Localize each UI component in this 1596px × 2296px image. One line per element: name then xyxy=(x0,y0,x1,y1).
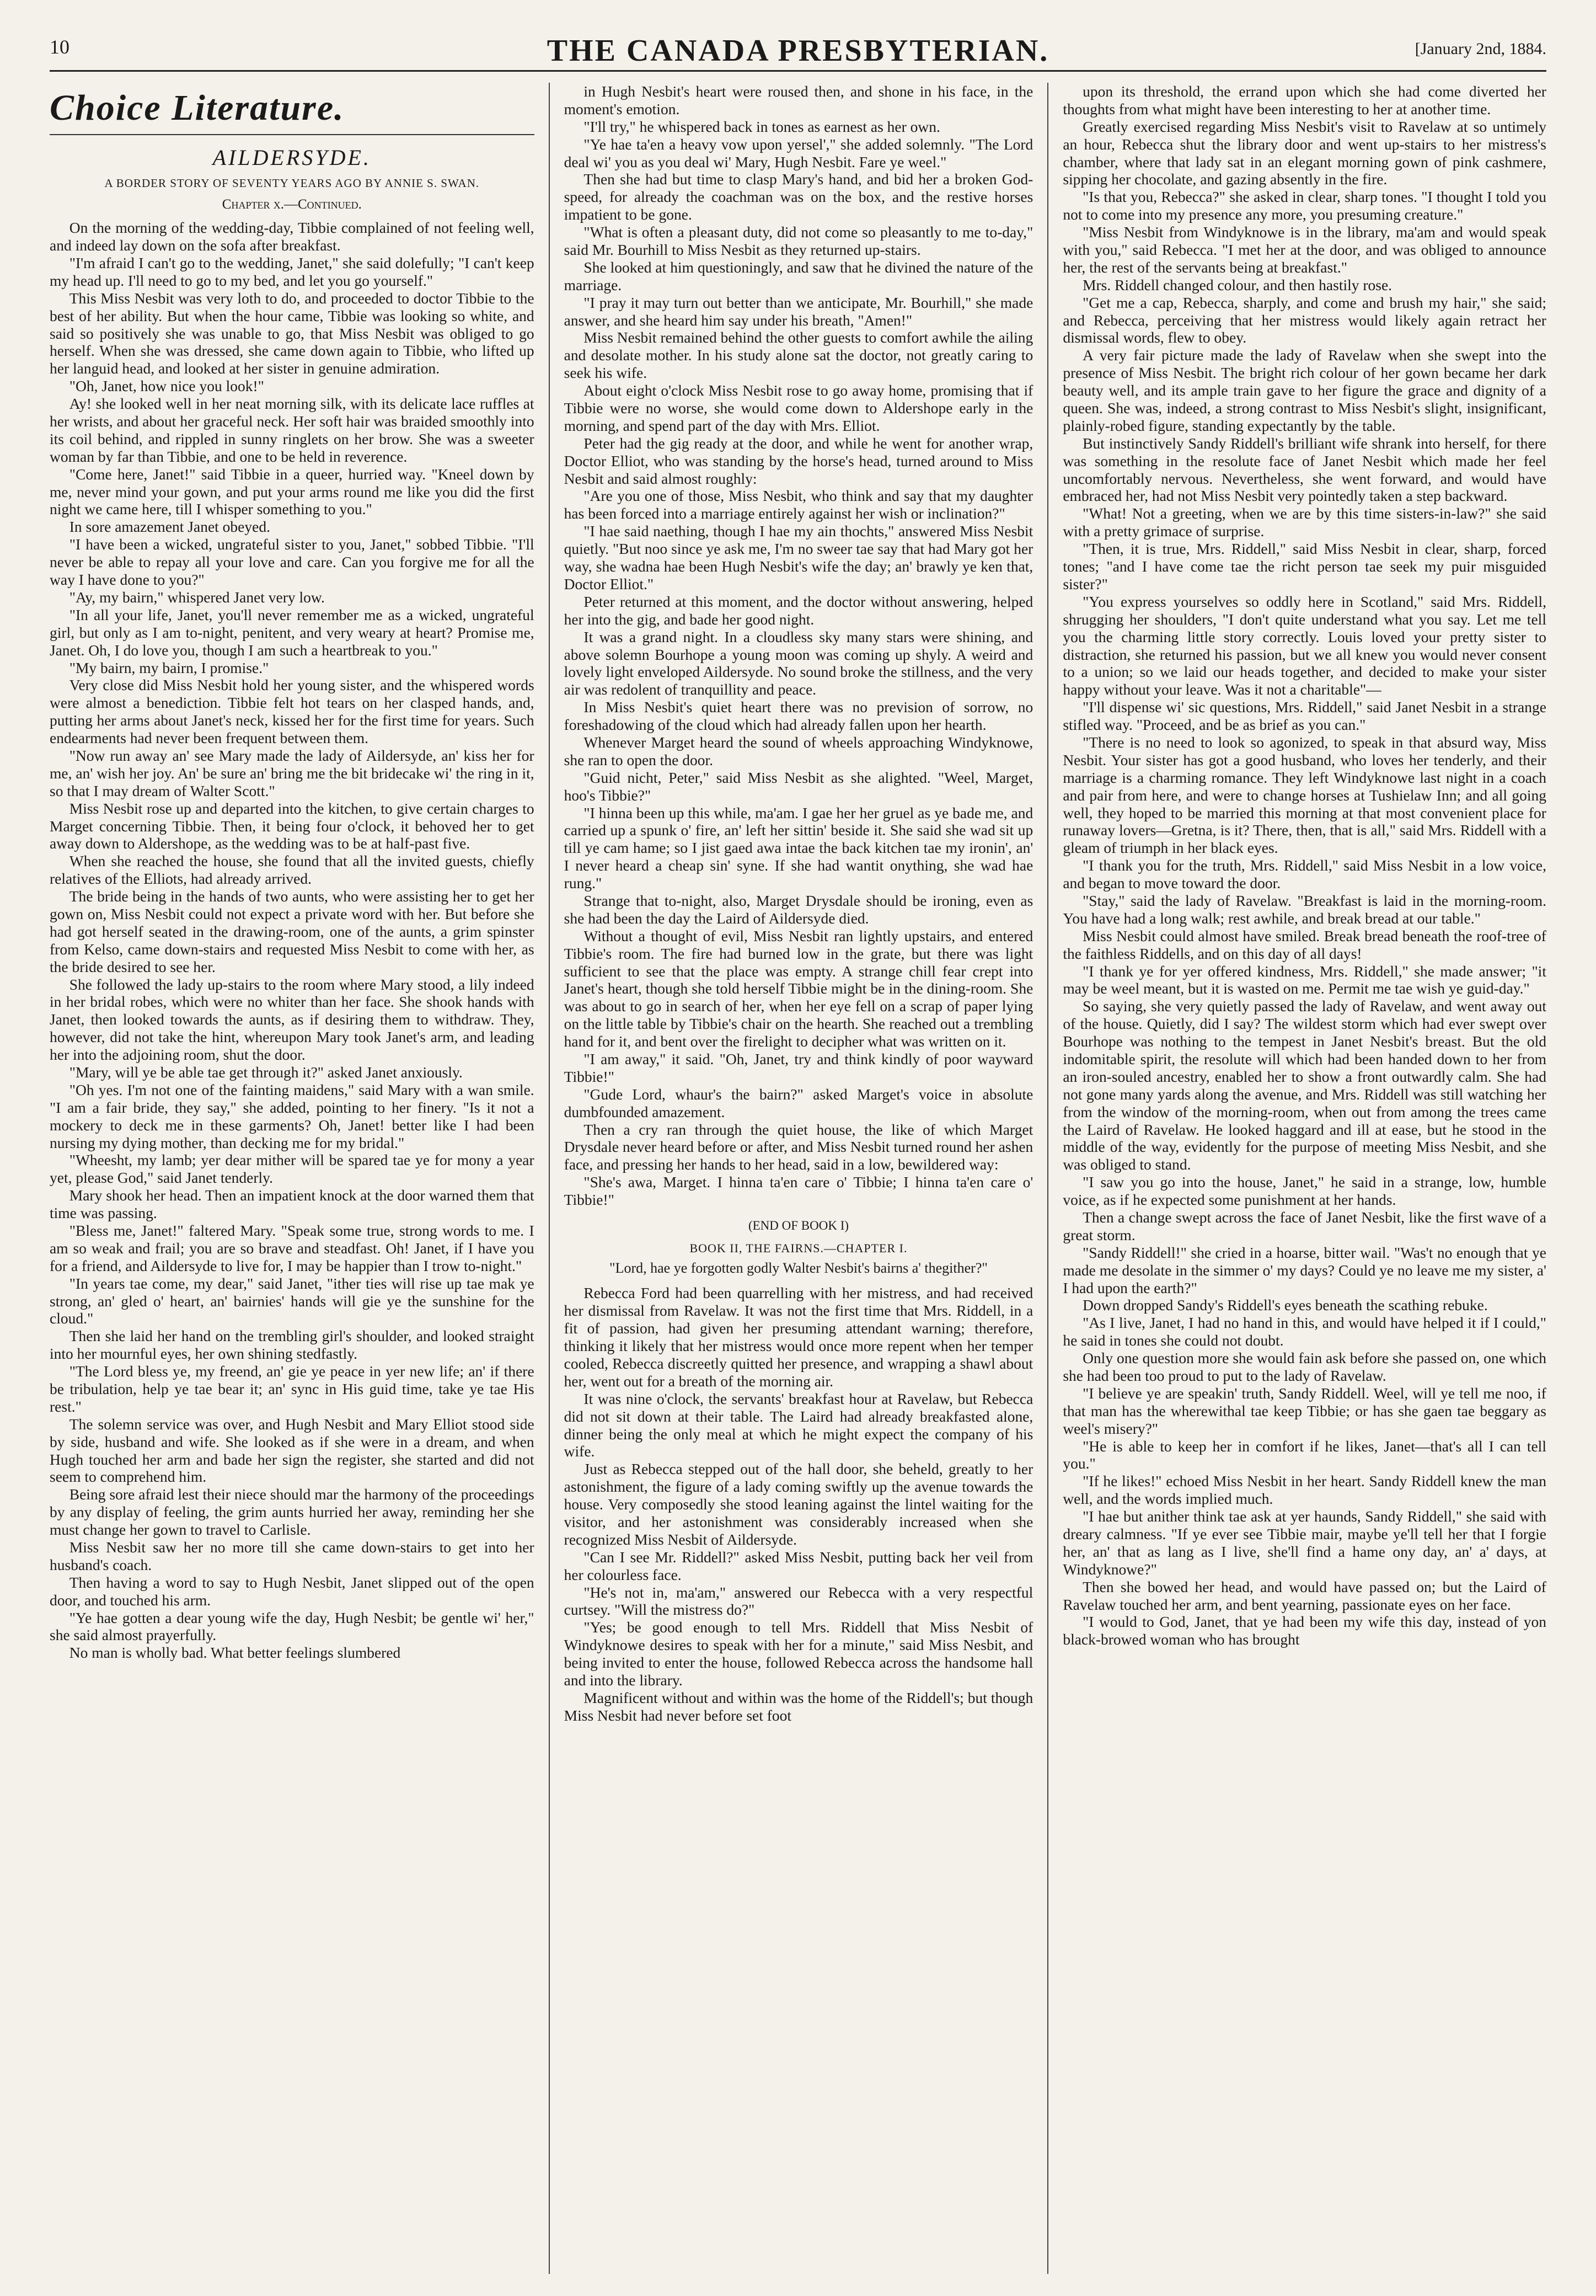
paragraph: "Can I see Mr. Riddell?" asked Miss Nesbit, putting back her veil from her colourless face. xyxy=(564,1548,1033,1583)
paragraph: "Wheesht, my lamb; yer dear mither will be spared tae ye for mony a year yet, please God," said Janet tenderly. xyxy=(50,1151,534,1187)
paragraph: Mrs. Riddell changed colour, and then hastily rose. xyxy=(1083,276,1393,293)
department-title: Choice Literature. xyxy=(50,87,534,135)
book-two-heading: BOOK II, THE FAIRNS.—CHAPTER I. xyxy=(689,1241,908,1255)
paragraph: "Get me a cap, Rebecca, sharply, and come and brush my hair," she said; and Rebecca, perceiving that her mistress would likely again retract her dismissal words, flew to obey. xyxy=(1063,293,1546,346)
paragraph: "He is able to keep her in comfort if he likes, Janet—that's all I can tell you." xyxy=(1063,1437,1546,1472)
column-1 xyxy=(50,83,549,2274)
paragraph: "Is that you, Rebecca?" she asked in clear, sharp tones. "I thought I told you not to come into my presence any more, you presuming creature." xyxy=(1063,188,1546,223)
epigraph: "Lord, hae ye forgotten godly Walter Nesbit's bairns a' thegither?" xyxy=(609,1260,988,1277)
end-of-book-marker: (END OF BOOK I) xyxy=(748,1219,849,1232)
paragraph: No man is wholly bad. What better feelings slumbered xyxy=(69,1644,401,1662)
paragraph: The bride being in the hands of two aunts, who were assisting her to get her gown on, Miss Nesbit could not expect a private word with her. But before she had got herself seated in the drawing-room, one of the aunts, a grim spinster from Kelso, came down-stairs and requested Miss Nesbit to come with her, as the bride desired to see her. xyxy=(50,888,534,975)
paragraph: Then she had but time to clasp Mary's hand, and bid her a broken God-speed, for already the coachman was on the box, and the restive horses impatient to be gone. xyxy=(564,170,1033,223)
paragraph: Being sore afraid lest their niece should mar the harmony of the proceedings by any display of feeling, the grim aunts hurried her away, reminding her she must change her gown to travel to Carlisle. xyxy=(50,1486,534,1539)
paragraph: Strange that to-night, also, Marget Drysdale should be ironing, even as she had been the day the Laird of Aildersyde died. xyxy=(564,891,1033,927)
paragraph: "What! Not a greeting, when we are by this time sisters-in-law?" she said with a pretty grimace of surprise. xyxy=(1063,505,1546,540)
paragraph: Mary shook her head. Then an impatient knock at the door warned them that time was passing. xyxy=(50,1187,534,1222)
paragraph: "I'll dispense wi' sic questions, Mrs. Riddell," said Janet Nesbit in a strange stifled way. "Proceed, and be as brief as you can." xyxy=(1063,698,1546,734)
paragraph: Miss Nesbit saw her no more till she came down-stairs to get into her husband's coach. xyxy=(50,1539,534,1573)
chapter-heading: Chapter x.—Continued. xyxy=(222,197,362,212)
paragraph: This Miss Nesbit was very loth to do, and proceeded to doctor Tibbie to the best of her ability. But when the hour came, Tibbie was looking so white, and said so positively she was unable to go, that Miss Nesbit was obliged to go herself. When she was dressed, she came down again to Tibbie, who lifted up her languid head, and looked at her sister in genuine admiration. xyxy=(50,289,534,377)
paragraph: Then a cry ran through the quiet house, the like of which Marget Drysdale never heard before or after, and Miss Nesbit turned round her ashen face, and pressing her hands to her head, said in a low, bewildered way: xyxy=(564,1120,1033,1173)
paragraph: "I'm afraid I can't go to the wedding, Janet," she said dolefully; "I can't keep my head up. I'll need to go to my bed, and let you go yourself." xyxy=(50,254,534,289)
paragraph: Then having a word to say to Hugh Nesbit, Janet slipped out of the open door, and touched his arm. xyxy=(50,1573,534,1609)
paragraph: "Come here, Janet!" said Tibbie in a queer, hurried way. "Kneel down by me, never mind your gown, and put your arms round me like you did the first night we came here, till I whisper something to you." xyxy=(50,465,534,518)
paragraph: She followed the lady up-stairs to the room where Mary stood, a lily indeed in her bridal robes, which were no whiter than her face. She shook hands with Janet, then looked towards the aunts, as if desiring them to withdraw. They, however, did not take the hint, whereupon Mary took Janet's arm, and leading her into the adjoining room, shut the door. xyxy=(50,975,534,1064)
paragraph: "Gude Lord, whaur's the bairn?" asked Marget's voice in absolute dumbfounded amazement. xyxy=(564,1085,1033,1120)
paragraph: "I hae said naething, though I hae my ain thochts," answered Miss Nesbit quietly. "But noo since ye ask me, I'm no sweer tae say that had Mary got her way, she wadna hae been Hugh Nesbit's wife the day; an' brawly ye ken that, Doctor Elliot." xyxy=(564,522,1033,592)
paragraph: "Oh yes. I'm not one of the fainting maidens," said Mary with a wan smile. "I am a fair bride, they say," she added, pointing to her finery. "Is it not a mockery to deck me in these garments? Oh, Janet! better like I had been nursing my dying mother, than decking me for my bridal." xyxy=(50,1081,534,1151)
paragraph: "Miss Nesbit from Windyknowe is in the library, ma'am and would speak with you," said Rebecca. "I met her at the door, and was obliged to announce her, the rest of the servants being at breakfast." xyxy=(1063,223,1546,276)
paragraph: "Bless me, Janet!" faltered Mary. "Speak some true, strong words to me. I am so weak and frail; you are so brave and steadfast. Oh! Janet, if I have you for a friend, and Aildersyde to live for, I may be happier than I trow to-night." xyxy=(50,1222,534,1274)
paragraph: "I saw you go into the house, Janet," he said in a strange, low, humble voice, as if he expected some punishment at her hands. xyxy=(1063,1173,1546,1209)
paragraph: "What is often a pleasant duty, did not come so pleasantly to me to-day," said Mr. Bourhill to Miss Nesbit as they returned up-stairs. xyxy=(564,223,1033,259)
paragraph: "I pray it may turn out better than we anticipate, Mr. Bourhill," she made answer, and she heard him say under his breath, "Amen!" xyxy=(564,293,1033,329)
column-3 xyxy=(1047,83,1546,2274)
column-2-body-a xyxy=(564,83,1033,1209)
column-2 xyxy=(549,83,1048,2274)
paragraph: "I thank ye for yer offered kindness, Mrs. Riddell," she made answer; "it may be weel meant, but it is wasted on me. Permit me tae wish ye guid-day." xyxy=(1063,962,1546,997)
masthead: THE CANADA PRESBYTERIAN. xyxy=(547,34,1049,68)
paragraph: "You express yourselves so oddly here in Scotland," said Mrs. Riddell, shrugging her shoulders, "I don't quite understand what you say. Let me tell you the charming little story correctly. Louis loved your pretty sister to distraction, she returned his passion, but we all knew you would never consent to a union; so we laid our heads together, and decided to make your sister happy without your leave. Was it not a charitable"— xyxy=(1063,592,1546,698)
paragraph: in Hugh Nesbit's heart were roused then, and shone in his face, in the moment's emotion. xyxy=(564,83,1033,118)
paragraph: "I hinna been up this while, ma'am. I gae her her gruel as ye bade me, and carried up a spunk o' fire, an' left her sittin' beside it. She said she wad sit up till ye cam hame; so I jist gaed awa intae the back kitchen tae my ironin', an' I never heard a cheap sin' syne. If she had wantit onything, she wad hae rung." xyxy=(564,804,1033,892)
paragraph: Down dropped Sandy's Riddell's eyes beneath the scathing rebuke. xyxy=(1083,1296,1488,1314)
paragraph: "I thank you for the truth, Mrs. Riddell," said Miss Nesbit in a low voice, and began to move toward the door. xyxy=(1063,857,1546,892)
paragraph: "He's not in, ma'am," answered our Rebecca with a very respectful curtsey. "Will the mistress do?" xyxy=(564,1583,1033,1619)
paragraph: "There is no need to look so agonized, to speak in that absurd way, Miss Nesbit. Your sister has got a good husband, who loves her tenderly, and their marriage is a charming romance. They left Windyknowe last night in a coach and pair from here, and were to change horses at Tushielaw Inn; and all going well, they hoped to be married this morning at that most convenient place for runaway lovers—Gretna, is it? There, then, that is all," said Mrs. Riddell with a gleam of triumph in her black eyes. xyxy=(1063,733,1546,857)
paragraph: "Ay, my bairn," whispered Janet very low. xyxy=(69,588,325,606)
paragraph: "I believe ye are speakin' truth, Sandy Riddell. Weel, will ye tell me noo, if that man has the wherewithal tae keep Tibbie; or has she gaen tae beggary as weel's misery?" xyxy=(1063,1384,1546,1437)
paragraph: "Mary, will ye be able tae get through it?" asked Janet anxiously. xyxy=(69,1063,463,1081)
paragraph: "The Lord bless ye, my freend, an' gie ye peace in yer new life; an' if there be tribulation, help ye tae bear it; an' sync in His guid time, take ye tae His rest." xyxy=(50,1363,534,1415)
paragraph: But instinctively Sandy Riddell's brilliant wife shrank into herself, for there was something in the resolute face of Janet Nesbit which made her feel uncomfortably nervous. Nevertheless, she went forward, and would have embraced her, had not Miss Nesbit very pointedly taken a step backward. xyxy=(1063,434,1546,505)
paragraph: It was nine o'clock, the servants' breakfast hour at Ravelaw, but Rebecca did not sit down at their table. The Laird had already breakfasted alone, dinner being the only meal at which he might expect the company of his wife. xyxy=(564,1390,1033,1460)
paragraph: "Now run away an' see Mary made the lady of Aildersyde, an' kiss her for me, an' wish her joy. An' be sure an' bring me the bit bridecake wi' the ring in it, so that I may dream of Walter Scott." xyxy=(50,746,534,799)
paragraph: "Guid nicht, Peter," said Miss Nesbit as she alighted. "Weel, Marget, hoo's Tibbie?" xyxy=(564,768,1033,804)
paragraph: Just as Rebecca stepped out of the hall door, she beheld, greatly to her astonishment, the figure of a lady coming swiftly up the avenue towards the house. Very composedly she stood leaning against the lintel waiting for the visitor, and her astonishment was considerably increased when she recognized Miss Nesbit of Aildersyde. xyxy=(564,1460,1033,1548)
column-1-body xyxy=(50,219,534,1662)
paragraph: Miss Nesbit rose up and departed into the kitchen, to give certain charges to Marget concerning Tibbie. Then, it being four o'clock, it behoved her to get away down to Aldershope, as the wedding was to be at half-past five. xyxy=(50,799,534,852)
paragraph: On the morning of the wedding-day, Tibbie complained of not feeling well, and indeed lay down on the sofa after breakfast. xyxy=(50,219,534,254)
paragraph: upon its threshold, the errand upon which she had come diverted her thoughts from what might have been interesting to her at another time. xyxy=(1063,83,1546,118)
paragraph: Magnificent without and within was the home of the Riddell's; but though Miss Nesbit had never before set foot xyxy=(564,1689,1033,1724)
paragraph: "Ye hae ta'en a heavy vow upon yersel'," she added solemnly. "The Lord deal wi' you as you deal wi' Mary, Hugh Nesbit. Fare ye weel." xyxy=(564,135,1033,170)
paragraph: "Then, it is true, Mrs. Riddell," said Miss Nesbit in clear, sharp, forced tones; "and I have come tae the richt person tae seek my puir misguided sister?" xyxy=(1063,540,1546,592)
paragraph: It was a grand night. In a cloudless sky many stars were shining, and above solemn Bourhope a young moon was coming up shyly. A weird and lovely light enveloped Aildersyde. No sound broke the stillness, and the very air was redolent of tranquillity and peace. xyxy=(564,628,1033,698)
paragraph: A very fair picture made the lady of Ravelaw when she swept into the presence of Miss Nesbit. The bright rich colour of her gown became her dark beauty well, and its ample train gave to her figure the grace and dignity of a queen. She was, indeed, a strong contrast to Miss Nesbit's slight, insignificant, plainly-robed figure, standing expectantly by the table. xyxy=(1063,346,1546,434)
paragraph: "My bairn, my bairn, I promise." xyxy=(69,659,269,676)
paragraph: She looked at him questioningly, and saw that he divined the nature of the marriage. xyxy=(564,258,1033,293)
paragraph: Only one question more she would fain ask before she passed on, one which she had been too proud to put to the lady of Ravelaw. xyxy=(1063,1349,1546,1385)
paragraph: In sore amazement Janet obeyed. xyxy=(69,518,270,536)
paragraph: Ay! she looked well in her neat morning silk, with its delicate lace ruffles at her wrists, and about her graceful neck. Her soft hair was braided smoothly into its coil behind, and rippled in sunny ringlets on her brow. She was a sweeter woman by far than Tibbie, and one to be held in reverence. xyxy=(50,395,534,465)
paragraph: "I have been a wicked, ungrateful sister to you, Janet," sobbed Tibbie. "I'll never be able to repay all your love and care. Can you forgive me for all the way I have done to you?" xyxy=(50,536,534,589)
paragraph: "As I live, Janet, I had no hand in this, and would have helped it if I could," he said in tones she could not doubt. xyxy=(1063,1314,1546,1349)
paragraph: When she reached the house, she found that all the invited guests, chiefly relatives of the Elliots, had already arrived. xyxy=(50,852,534,888)
paragraph: "Stay," said the lady of Ravelaw. "Breakfast is laid in the morning-room. You have had a long walk; rest awhile, and break bread at our table." xyxy=(1063,891,1546,927)
paragraph: "If he likes!" echoed Miss Nesbit in her heart. Sandy Riddell knew the man well, and the words implied much. xyxy=(1063,1472,1546,1508)
paragraph: "In years tae come, my dear," said Janet, "ither ties will rise up tae mak ye strong, an' gled o' heart, an' bairnies' hands will gie ye the sunshine for the cloud." xyxy=(50,1274,534,1327)
paragraph: "Sandy Riddell!" she cried in a hoarse, bitter wail. "Was't no enough that ye made me desolate in the simmer o' my days? Could ye no leave me my sister, a' I had upon the earth?" xyxy=(1063,1243,1546,1296)
paragraph: Then a change swept across the face of Janet Nesbit, like the first wave of a great storm. xyxy=(1063,1209,1546,1243)
paragraph: "Yes; be good enough to tell Mrs. Riddell that Miss Nesbit of Windyknowe desires to speak with her for a minute," said Miss Nesbit, and being invited to enter the house, followed Rebecca across the handsome hall and into the library. xyxy=(564,1619,1033,1689)
paragraph: Rebecca Ford had been quarrelling with her mistress, and had received her dismissal from Ravelaw. It was not the first time that Mrs. Riddell, in a fit of passion, had given her presuming attendant warning; therefore, thinking it likely that her mistress would once more repent when her temper cooled, Rebecca discreetly quitted her presence, and wrapping a shawl about her, went out for a breath of the morning air. xyxy=(564,1284,1033,1390)
paragraph: Whenever Marget heard the sound of wheels approaching Windyknowe, she ran to open the door. xyxy=(564,733,1033,768)
paragraph: Miss Nesbit remained behind the other guests to comfort awhile the ailing and desolate mother. In his study alone sat the doctor, not greatly caring to seek his wife. xyxy=(564,329,1033,382)
paragraph: "I'll try," he whispered back in tones as earnest as her own. xyxy=(583,118,940,135)
page-number: 10 xyxy=(50,36,69,58)
page-header xyxy=(50,33,1546,72)
issue-date: [January 2nd, 1884. xyxy=(1415,40,1546,58)
paragraph: Very close did Miss Nesbit hold her young sister, and the whispered words were almost a benediction. Tibbie felt hot tears on her clasped hands, and, putting her arms about Janet's neck, kissed her for the first time for years. Such endearments had never been frequent between them. xyxy=(50,676,534,747)
paragraph: "Oh, Janet, how nice you look!" xyxy=(69,377,264,395)
paragraph: "She's awa, Marget. I hinna ta'en care o' Tibbie; I hinna ta'en care o' Tibbie!" xyxy=(564,1173,1033,1209)
paragraph: "I would to God, Janet, that ye had been my wife this day, instead of yon black-browed woman who has brought xyxy=(1063,1613,1546,1648)
paragraph: About eight o'clock Miss Nesbit rose to go away home, promising that if Tibbie were no worse, she would come down to Aldershope early in the morning, and spend part of the day with Mrs. Elliot. xyxy=(564,382,1033,434)
paragraph: "Are you one of those, Miss Nesbit, who think and say that my daughter has been forced into a marriage entirely against her wish or inclination?" xyxy=(564,487,1033,522)
paragraph: In Miss Nesbit's quiet heart there was no prevision of sorrow, no foreshadowing of the cloud which had already fallen upon her hearth. xyxy=(564,698,1033,734)
paragraph: Peter returned at this moment, and the doctor without answering, helped her into the gig, and bade her good night. xyxy=(564,592,1033,628)
column-3-body xyxy=(1063,83,1546,1648)
paragraph: Then she laid her hand on the trembling girl's shoulder, and looked straight into her mournful eyes, her own shining stedfastly. xyxy=(50,1327,534,1363)
paragraph: "I hae but anither think tae ask at yer haunds, Sandy Riddell," she said with dreary calmness. "If ye ever see Tibbie mair, maybe ye'll tell her that I forgie her, an' that as lang as I live, she'll find a hame ony day, an' a' days, at Windyknowe?" xyxy=(1063,1508,1546,1578)
paragraph: Peter had the gig ready at the door, and while he went for another wrap, Doctor Elliot, who was standing by the horse's head, turned around to Miss Nesbit and said almost roughly: xyxy=(564,434,1033,487)
paragraph: "Ye hae gotten a dear young wife the day, Hugh Nesbit; be gentle wi' her," she said almost prayerfully. xyxy=(50,1609,534,1644)
paragraph: So saying, she very quietly passed the lady of Ravelaw, and went away out of the house. Quietly, did I say? The wildest storm which had ever swept over Bourhope was nothing to the tempest in Janet Nesbit's breast. But the old indomitable spirit, the resolute will which had been handed down to her from an iron-souled ancestry, enabled her to show a front outwardly calm. She had not gone many yards along the avenue, and Mrs. Riddell was still watching her from the window of the morning-room, when out from among the trees came the Laird of Ravelaw. He looked haggard and ill at ease, but he stood in the middle of the way, evidently for the purpose of meeting Miss Nesbit, and she was obliged to stand. xyxy=(1063,997,1546,1173)
article-columns xyxy=(50,83,1546,2274)
story-byline: A BORDER STORY OF SEVENTY YEARS AGO BY ANNIE S. SWAN. xyxy=(104,176,480,190)
column-2-body-b xyxy=(564,1284,1033,1724)
paragraph: Then she bowed her head, and would have passed on; but the Laird of Ravelaw touched her arm, and bent yearning, passionate eyes on her face. xyxy=(1063,1578,1546,1613)
paragraph: The solemn service was over, and Hugh Nesbit and Mary Elliot stood side by side, husband and wife. She looked as if she were in a dream, and when Hugh touched her arm and bade her sign the register, she started and did not seem to comprehend him. xyxy=(50,1415,534,1486)
paragraph: Without a thought of evil, Miss Nesbit ran lightly upstairs, and entered Tibbie's room. The fire had burned low in the grate, but there was light sufficient to see that the place was empty. A strange chill fear crept into Janet's heart, though she told herself Tibbie might be in the dining-room. She was about to go in search of her, when her eye fell on a scrap of paper lying on the little table by Tibbie's chair on the hearth. She reached out a trembling hand for it, and bent over the firelight to decipher what was written on it. xyxy=(564,927,1033,1050)
story-title: AILDERSYDE. xyxy=(212,145,371,170)
paragraph: "I am away," it said. "Oh, Janet, try and think kindly of poor wayward Tibbie!" xyxy=(564,1050,1033,1085)
paragraph: Miss Nesbit could almost have smiled. Break bread beneath the roof-tree of the faithless Riddells, and on this day of all days! xyxy=(1063,927,1546,962)
paragraph: Greatly exercised regarding Miss Nesbit's visit to Ravelaw at so untimely an hour, Rebecca shut the library door and went up-stairs to her mistress's chamber, where that lady sat in an elegant morning gown of pink cashmere, sipping her chocolate, and gazing absently in the fire. xyxy=(1063,118,1546,188)
paragraph: "In all your life, Janet, you'll never remember me as a wicked, ungrateful girl, but only as I am to-night, penitent, and very weary at heart? Promise me, Janet. Oh, I do love you, though I am such a heartbreak to you." xyxy=(50,606,534,659)
